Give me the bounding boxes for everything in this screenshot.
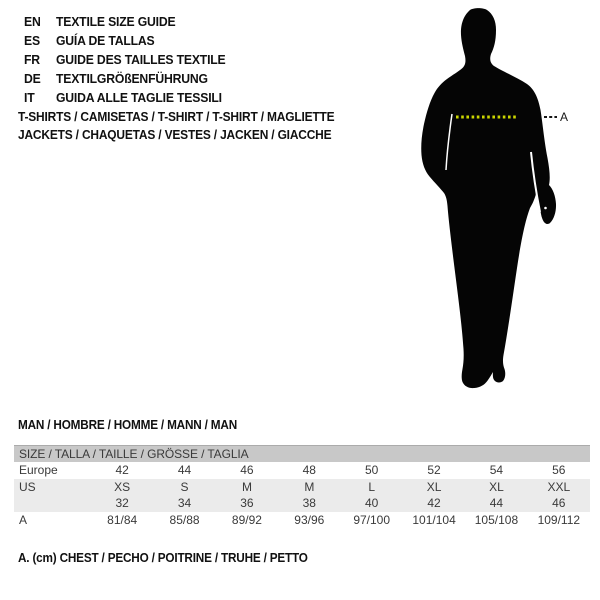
table-cell: 85/88 xyxy=(169,512,200,527)
row-label: US xyxy=(19,479,36,494)
language-code: DE xyxy=(24,71,41,86)
language-label: GUIDE DES TAILLES TEXTILE xyxy=(55,52,226,67)
table-cell: 54 xyxy=(489,463,504,477)
table-cell: M xyxy=(241,479,252,494)
table-cell: XS xyxy=(114,479,131,494)
category-line-tshirts: T-SHIRTS / CAMISETAS / T-SHIRT / T-SHIRT / MAGLIETTE xyxy=(18,109,335,124)
table-cell: 42 xyxy=(427,496,441,510)
table-row-us-numeric xyxy=(14,495,590,512)
table-cell: XL xyxy=(426,479,442,494)
table-cell: 50 xyxy=(365,463,379,477)
table-row-us xyxy=(14,479,590,496)
table-cell: 52 xyxy=(427,463,441,477)
table-cell: 48 xyxy=(302,463,316,477)
language-code: FR xyxy=(24,52,40,67)
table-cell: XXL xyxy=(547,479,571,494)
language-code: IT xyxy=(24,90,35,105)
table-cell: XL xyxy=(489,479,504,494)
table-cell: 46 xyxy=(240,463,254,477)
table-cell: 36 xyxy=(240,496,254,510)
man-silhouette xyxy=(421,8,556,388)
table-row-europe xyxy=(14,462,590,479)
language-label: TEXTILE SIZE GUIDE xyxy=(55,14,176,29)
hand-detail-notch xyxy=(544,207,547,210)
row-label: A xyxy=(19,512,28,527)
language-code: EN xyxy=(24,14,41,29)
table-cell: 46 xyxy=(552,496,566,510)
table-cell: 32 xyxy=(115,496,129,510)
language-label: GUIDA ALLE TAGLIE TESSILI xyxy=(55,90,222,105)
row-label xyxy=(14,495,91,512)
size-table-header: SIZE / TALLA / TAILLE / GRÖSSE / TAGLIA xyxy=(14,445,590,462)
size-table xyxy=(14,445,590,528)
table-cell: 93/96 xyxy=(294,512,325,527)
table-cell: 40 xyxy=(365,496,379,510)
table-cell: 105/108 xyxy=(474,512,519,527)
language-label: GUÍA DE TALLAS xyxy=(55,33,155,48)
table-cell: 89/92 xyxy=(231,512,262,527)
table-cell: 42 xyxy=(115,463,129,477)
table-cell: 56 xyxy=(552,463,566,477)
table-cell: S xyxy=(180,479,189,494)
measure-label-a: A xyxy=(560,110,569,124)
table-cell: 34 xyxy=(177,496,192,510)
table-cell: 109/112 xyxy=(537,512,581,527)
measurement-footnote: A. (cm) CHEST / PECHO / POITRINE / TRUHE / PETTO xyxy=(18,551,308,565)
table-cell: 44 xyxy=(489,496,504,510)
table-row-chest-cm xyxy=(14,512,590,529)
table-cell: L xyxy=(368,479,376,494)
table-cell: M xyxy=(304,479,315,494)
table-cell: 38 xyxy=(302,496,316,510)
language-label: TEXTILGRÖßENFÜHRUNG xyxy=(55,71,208,86)
row-label: Europe xyxy=(19,463,58,477)
table-cell: 97/100 xyxy=(353,512,391,527)
table-cell: 81/84 xyxy=(107,512,138,527)
section-title-man: MAN / HOMBRE / HOMME / MANN / MAN xyxy=(18,418,238,432)
category-line-jackets: JACKETS / CHAQUETAS / VESTES / JACKEN / GIACCHE xyxy=(18,126,332,142)
table-cell: 44 xyxy=(177,463,192,477)
table-cell: 101/104 xyxy=(412,512,456,527)
language-code: ES xyxy=(24,33,40,48)
